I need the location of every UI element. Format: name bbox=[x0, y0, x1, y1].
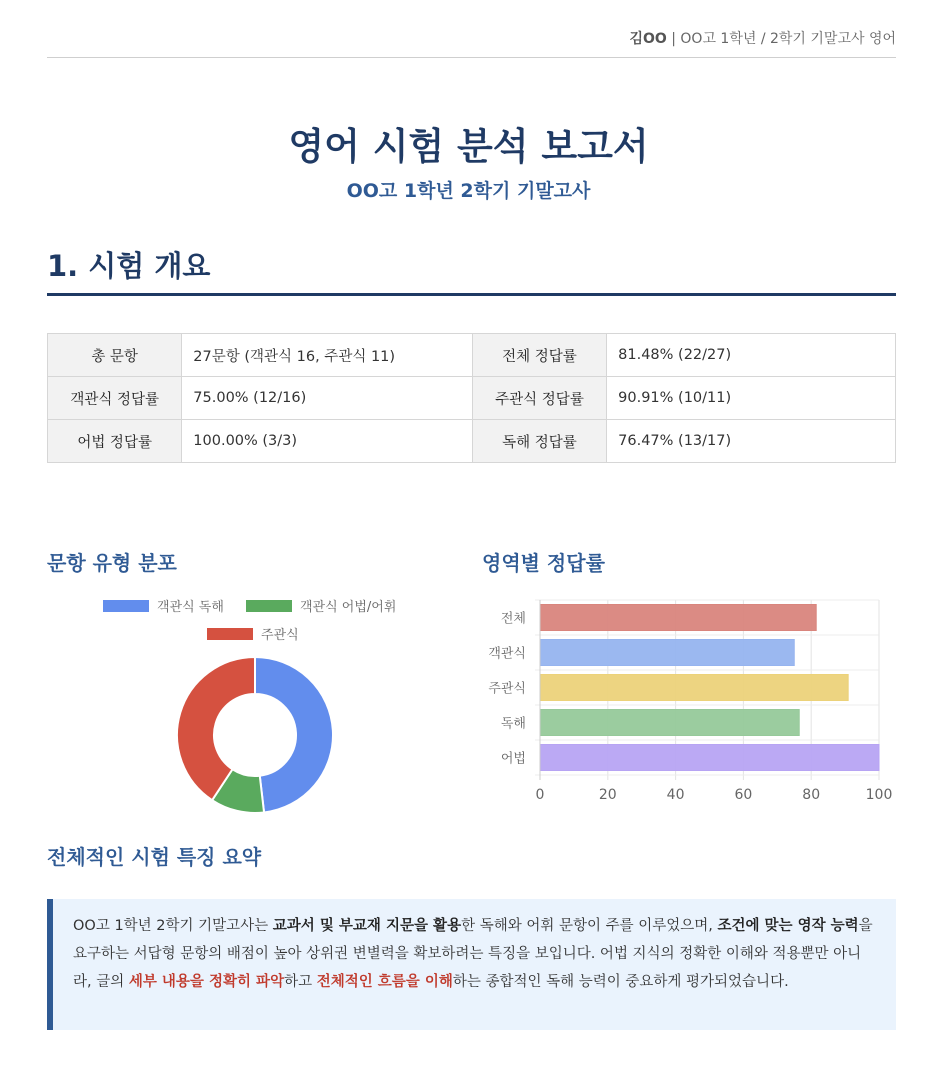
overview-label-cell: 어법 정답률 bbox=[48, 420, 182, 463]
summary-text: 하는 종합적인 독해 능력이 중요하게 평가되었습니다. bbox=[452, 974, 789, 990]
summary-highlight-text: 전체적인 흐름을 이해 bbox=[316, 974, 453, 990]
legend-swatch bbox=[246, 600, 292, 612]
exam-context: OO고 1학년 / 2학기 기말고사 영어 bbox=[680, 31, 896, 47]
y-category-label: 전체 bbox=[500, 611, 526, 627]
summary-text: 한 독해와 어휘 문항이 주를 이루었으며, bbox=[461, 918, 718, 934]
y-category-label: 주관식 bbox=[488, 681, 526, 697]
legend-label: 객관식 어법/어휘 bbox=[300, 600, 397, 615]
overview-label-cell: 독해 정답률 bbox=[472, 420, 606, 463]
legend-item bbox=[103, 596, 224, 615]
overview-label-cell: 총 문항 bbox=[48, 334, 182, 377]
summary-text: 을 요구하는 서답형 문항의 배점이 높아 상위권 변별력을 확보하려는 특징을 보입니다. 어법 지식의 정확한 이해와 적용뿐만 아니라, 글의 bbox=[73, 918, 873, 990]
y-category-label: 객관식 bbox=[488, 646, 526, 662]
header-separator: | bbox=[666, 31, 681, 47]
summary-heading: 전체적인 시험 특징 요약 bbox=[47, 845, 262, 869]
report-subtitle: OO고 1학년 2학기 기말고사 bbox=[346, 180, 591, 202]
x-tick-label: 60 bbox=[734, 787, 753, 803]
legend-swatch bbox=[207, 628, 253, 640]
bar bbox=[540, 675, 848, 701]
x-tick-label: 20 bbox=[598, 787, 617, 803]
section-heading-overview: 1. 시험 개요 bbox=[47, 244, 896, 296]
overview-value-cell: 75.00% (12/16) bbox=[182, 377, 473, 420]
overview-row bbox=[48, 377, 896, 420]
overview-label-cell: 전체 정답률 bbox=[472, 334, 606, 377]
summary-text: 하고 bbox=[284, 974, 317, 990]
summary-bold-text: 조건에 맞는 영작 능력 bbox=[717, 918, 859, 934]
summary-highlight-text: 세부 내용을 정확히 파악 bbox=[128, 974, 285, 990]
pie-chart-heading: 문항 유형 분포 bbox=[47, 551, 177, 575]
overview-value-cell: 27문항 (객관식 16, 주관식 11) bbox=[182, 334, 473, 377]
overview-value-cell: 100.00% (3/3) bbox=[182, 420, 473, 463]
overview-label-cell: 객관식 정답률 bbox=[48, 377, 182, 420]
overview-value-cell: 90.91% (10/11) bbox=[607, 377, 896, 420]
donut-chart bbox=[160, 640, 350, 830]
x-tick-label: 80 bbox=[802, 787, 821, 803]
bar-chart bbox=[470, 590, 910, 815]
overview-table bbox=[47, 333, 896, 463]
legend-swatch bbox=[103, 600, 149, 612]
bar-chart-heading: 영역별 정답률 bbox=[482, 551, 605, 575]
x-tick-label: 0 bbox=[535, 787, 545, 803]
x-tick-label: 40 bbox=[666, 787, 685, 803]
legend-label: 객관식 독해 bbox=[157, 600, 224, 615]
bar bbox=[540, 710, 799, 736]
y-category-label: 독해 bbox=[500, 716, 526, 732]
summary-text: OO고 1학년 2학기 기말고사는 bbox=[73, 918, 273, 934]
overview-row bbox=[48, 334, 896, 377]
page-header bbox=[47, 28, 896, 58]
bar bbox=[540, 640, 794, 666]
pie-slice bbox=[255, 657, 333, 812]
overview-value-cell: 81.48% (22/27) bbox=[607, 334, 896, 377]
legend-label: 주관식 bbox=[261, 628, 299, 643]
overview-value-cell: 76.47% (13/17) bbox=[607, 420, 896, 463]
report-title: 영어 시험 분석 보고서 bbox=[288, 125, 649, 168]
overview-row bbox=[48, 420, 896, 463]
x-tick-label: 100 bbox=[865, 787, 893, 803]
summary-box bbox=[47, 899, 896, 1030]
y-category-label: 어법 bbox=[500, 751, 526, 767]
summary-bold-text: 교과서 및 부교재 지문을 활용 bbox=[272, 918, 462, 934]
bar bbox=[540, 745, 879, 771]
bar bbox=[540, 605, 816, 631]
student-name: 김OO bbox=[629, 31, 667, 47]
legend-item bbox=[246, 596, 396, 615]
overview-label-cell: 주관식 정답률 bbox=[472, 377, 606, 420]
